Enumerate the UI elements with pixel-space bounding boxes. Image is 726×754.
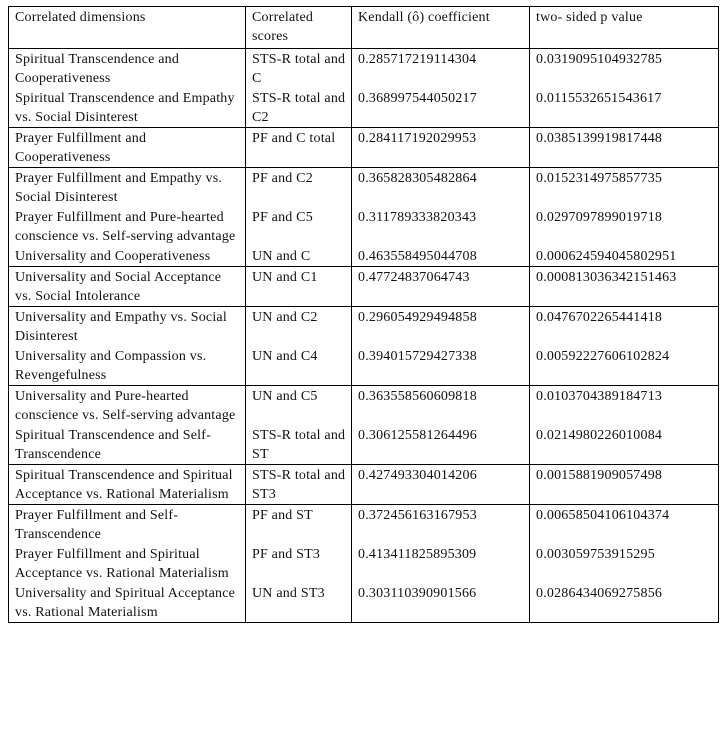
cell-kendall: 0.363558560609818 [352, 386, 530, 426]
header-correlated-scores: Correlated scores [246, 7, 352, 49]
cell-p-value: 0.0297097899019718 [530, 207, 719, 246]
cell-kendall: 0.303110390901566 [352, 583, 530, 623]
table-row [9, 544, 719, 583]
cell-scores: UN and C [246, 246, 352, 267]
cell-kendall: 0.427493304014206 [352, 465, 530, 505]
cell-scores: UN and C5 [246, 386, 352, 426]
header-p-value: two- sided p value [530, 7, 719, 49]
table-row [9, 128, 719, 168]
cell-scores: PF and ST [246, 505, 352, 545]
cell-p-value: 0.003059753915295 [530, 544, 719, 583]
cell-kendall: 0.311789333820343 [352, 207, 530, 246]
cell-p-value: 0.0103704389184713 [530, 386, 719, 426]
header-correlated-dimensions: Correlated dimensions [9, 7, 246, 49]
cell-kendall: 0.372456163167953 [352, 505, 530, 545]
cell-kendall: 0.413411825895309 [352, 544, 530, 583]
table-row [9, 207, 719, 246]
cell-scores: UN and C1 [246, 267, 352, 307]
correlation-table [8, 6, 719, 623]
cell-scores: UN and ST3 [246, 583, 352, 623]
cell-scores: STS-R total and ST3 [246, 465, 352, 505]
cell-scores: STS-R total and ST [246, 425, 352, 465]
cell-dimensions: Universality and Compassion vs. Revengefulness [9, 346, 246, 386]
table-header-row [9, 7, 719, 49]
cell-dimensions: Prayer Fulfillment and Spiritual Acceptance vs. Rational Materialism [9, 544, 246, 583]
cell-kendall: 0.284117192029953 [352, 128, 530, 168]
cell-p-value: 0.000624594045802951 [530, 246, 719, 267]
table-row [9, 88, 719, 128]
cell-kendall: 0.368997544050217 [352, 88, 530, 128]
cell-scores: PF and C total [246, 128, 352, 168]
table-row [9, 267, 719, 307]
table-row [9, 425, 719, 465]
cell-dimensions: Universality and Empathy vs. Social Disinterest [9, 307, 246, 347]
table-row [9, 307, 719, 347]
cell-p-value: 0.0476702265441418 [530, 307, 719, 347]
cell-kendall: 0.365828305482864 [352, 168, 530, 208]
cell-p-value: 0.0286434069275856 [530, 583, 719, 623]
cell-scores: PF and ST3 [246, 544, 352, 583]
table-row [9, 583, 719, 623]
cell-dimensions: Universality and Spiritual Acceptance vs. Rational Materialism [9, 583, 246, 623]
table-row [9, 465, 719, 505]
cell-dimensions: Spiritual Transcendence and Cooperativeness [9, 49, 246, 89]
cell-kendall: 0.285717219114304 [352, 49, 530, 89]
cell-dimensions: Prayer Fulfillment and Pure-hearted conscience vs. Self-serving advantage [9, 207, 246, 246]
cell-p-value: 0.0319095104932785 [530, 49, 719, 89]
cell-scores: UN and C4 [246, 346, 352, 386]
table-row [9, 505, 719, 545]
cell-dimensions: Spiritual Transcendence and Empathy vs. Social Disinterest [9, 88, 246, 128]
cell-scores: PF and C5 [246, 207, 352, 246]
cell-p-value: 0.00592227606102824 [530, 346, 719, 386]
cell-scores: STS-R total and C2 [246, 88, 352, 128]
cell-p-value: 0.0015881909057498 [530, 465, 719, 505]
cell-dimensions: Prayer Fulfillment and Self-Transcendence [9, 505, 246, 545]
table-row [9, 246, 719, 267]
cell-scores: UN and C2 [246, 307, 352, 347]
cell-kendall: 0.394015729427338 [352, 346, 530, 386]
cell-dimensions: Universality and Social Acceptance vs. Social Intolerance [9, 267, 246, 307]
table-row [9, 386, 719, 426]
cell-p-value: 0.0115532651543617 [530, 88, 719, 128]
cell-scores: STS-R total and C [246, 49, 352, 89]
cell-dimensions: Spiritual Transcendence and Spiritual Acceptance vs. Rational Materialism [9, 465, 246, 505]
cell-p-value: 0.0385139919817448 [530, 128, 719, 168]
cell-p-value: 0.0152314975857735 [530, 168, 719, 208]
table-row [9, 168, 719, 208]
cell-dimensions: Universality and Pure-hearted conscience vs. Self-serving advantage [9, 386, 246, 426]
cell-kendall: 0.47724837064743 [352, 267, 530, 307]
table-row [9, 49, 719, 89]
cell-kendall: 0.463558495044708 [352, 246, 530, 267]
cell-kendall: 0.296054929494858 [352, 307, 530, 347]
table-row [9, 346, 719, 386]
cell-scores: PF and C2 [246, 168, 352, 208]
cell-dimensions: Prayer Fulfillment and Cooperativeness [9, 128, 246, 168]
cell-p-value: 0.0214980226010084 [530, 425, 719, 465]
cell-p-value: 0.00658504106104374 [530, 505, 719, 545]
header-kendall-coefficient: Kendall (ô) coefficient [352, 7, 530, 49]
cell-kendall: 0.306125581264496 [352, 425, 530, 465]
cell-dimensions: Spiritual Transcendence and Self-Transcendence [9, 425, 246, 465]
cell-dimensions: Prayer Fulfillment and Empathy vs. Social Disinterest [9, 168, 246, 208]
cell-dimensions: Universality and Cooperativeness [9, 246, 246, 267]
cell-p-value: 0.000813036342151463 [530, 267, 719, 307]
